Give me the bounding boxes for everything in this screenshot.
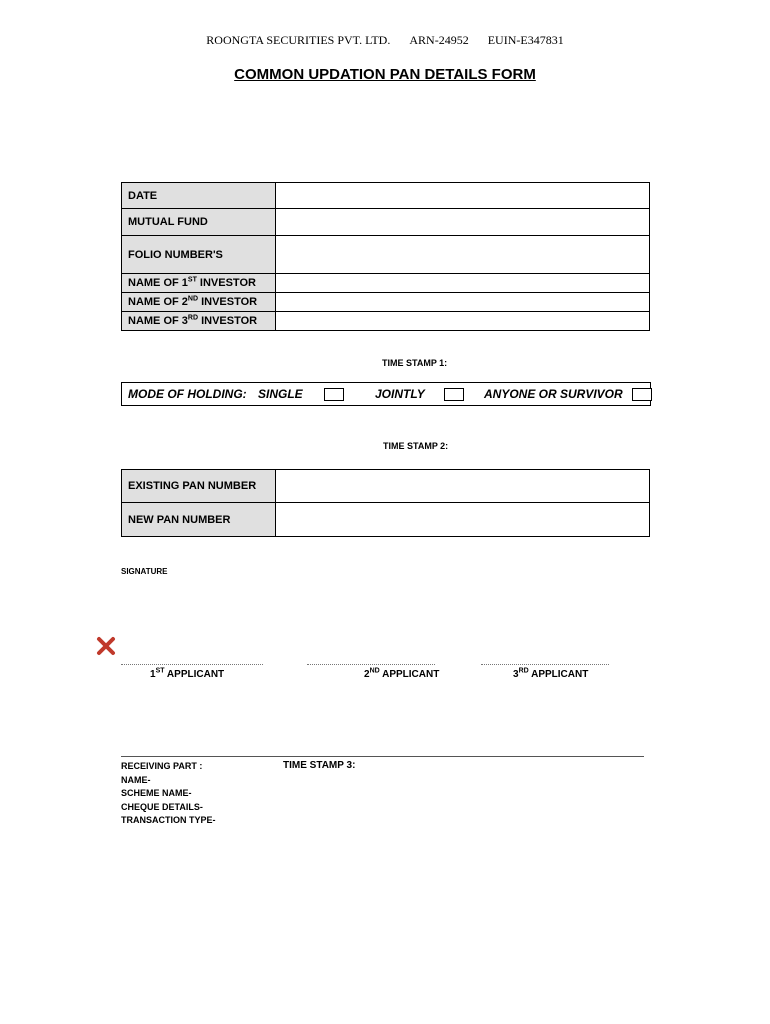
applicant-3-label: 3RD APPLICANT	[513, 667, 589, 680]
arn-number: ARN-24952	[409, 33, 469, 47]
date-label: DATE	[122, 183, 276, 209]
time-stamp-1: TIME STAMP 1:	[382, 358, 448, 368]
signature-line-2	[307, 664, 435, 665]
investor1-label: NAME OF 1ST INVESTOR	[122, 274, 276, 293]
date-field[interactable]	[276, 183, 650, 209]
header-line	[0, 33, 770, 48]
jointly-checkbox[interactable]	[444, 388, 464, 401]
investor3-label: NAME OF 3RD INVESTOR	[122, 312, 276, 331]
single-label: SINGLE	[258, 387, 303, 401]
signature-line-3	[481, 664, 609, 665]
folio-field[interactable]	[276, 236, 650, 274]
applicant-2-label: 2ND APPLICANT	[364, 667, 440, 680]
new-pan-field[interactable]	[276, 503, 650, 537]
folio-label: FOLIO NUMBER'S	[122, 236, 276, 274]
form-title: COMMON UPDATION PAN DETAILS FORM	[234, 66, 536, 83]
anyone-survivor-label: ANYONE OR SURVIVOR	[484, 387, 623, 401]
signature-label: SIGNATURE	[121, 567, 168, 576]
mode-of-holding-row	[121, 382, 651, 406]
jointly-label: JOINTLY	[375, 387, 425, 401]
receiving-name: NAME-	[121, 774, 151, 785]
receiving-part	[121, 760, 216, 828]
euin-number: EUIN-E347831	[487, 33, 564, 47]
close-icon[interactable]	[96, 636, 116, 656]
existing-pan-label: EXISTING PAN NUMBER	[122, 470, 276, 503]
details-table	[121, 182, 650, 331]
signature-line-1	[121, 664, 263, 665]
new-pan-label: NEW PAN NUMBER	[122, 503, 276, 537]
receiving-scheme: SCHEME NAME-	[121, 788, 192, 798]
mutual-fund-label: MUTUAL FUND	[122, 209, 276, 236]
mutual-fund-field[interactable]	[276, 209, 650, 236]
receiving-cheque: CHEQUE DETAILS-	[121, 801, 203, 812]
company-name: ROONGTA SECURITIES PVT. LTD.	[206, 33, 391, 47]
investor3-field[interactable]	[276, 312, 650, 331]
investor1-field[interactable]	[276, 274, 650, 293]
time-stamp-2: TIME STAMP 2:	[383, 441, 449, 451]
receiving-title: RECEIVING PART :	[121, 761, 203, 771]
investor2-field[interactable]	[276, 293, 650, 312]
time-stamp-3: TIME STAMP 3:	[283, 760, 356, 771]
receiving-separator	[121, 756, 644, 757]
single-checkbox[interactable]	[324, 388, 344, 401]
existing-pan-field[interactable]	[276, 470, 650, 503]
mode-of-holding-label: MODE OF HOLDING:	[128, 387, 247, 401]
pan-table	[121, 469, 650, 537]
anyone-survivor-checkbox[interactable]	[632, 388, 652, 401]
receiving-transaction: TRANSACTION TYPE-	[121, 815, 216, 825]
applicant-1-label: 1ST APPLICANT	[150, 667, 225, 680]
investor2-label: NAME OF 2ND INVESTOR	[122, 293, 276, 312]
